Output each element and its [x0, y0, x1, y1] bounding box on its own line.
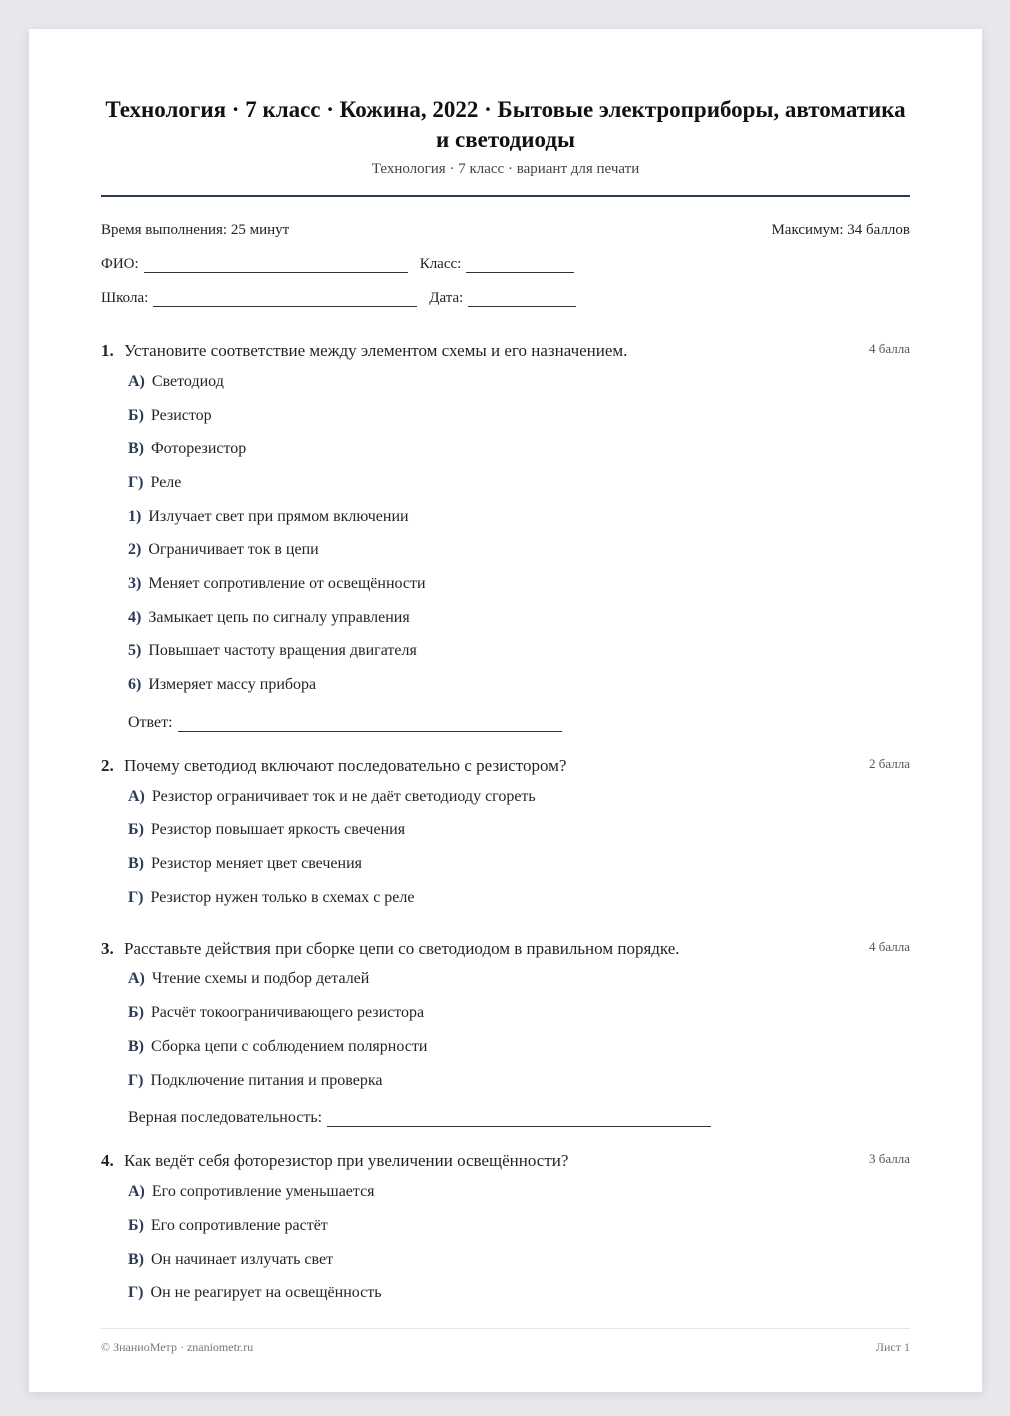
option-letter: Г) — [128, 1071, 144, 1089]
answer-label: Ответ: — [128, 713, 173, 731]
question-2 — [101, 756, 910, 915]
class-field[interactable] — [466, 258, 574, 273]
option-item — [128, 1175, 910, 1209]
question-number: 3. — [101, 938, 114, 958]
option-letter: Б) — [128, 1004, 144, 1022]
option-letter: 3) — [128, 574, 142, 592]
options-list — [128, 1175, 910, 1310]
option-item — [128, 635, 910, 669]
school-field[interactable] — [153, 292, 417, 307]
option-text: Резистор меняет цвет свечения — [151, 855, 363, 873]
option-text: Резистор ограничивает ток и не даёт светодиоду сгореть — [151, 787, 536, 805]
fio-field[interactable] — [144, 258, 408, 273]
footer-sheet-number: Лист 1 — [875, 1340, 910, 1354]
option-text: Чтение схемы и подбор деталей — [151, 970, 370, 988]
option-text: Меняет сопротивление от освещённости — [148, 574, 426, 592]
question-text: Расставьте действия при сборке цепи со светодиодом в правильном порядке. — [124, 938, 680, 958]
question-header — [101, 756, 910, 776]
page-content — [101, 29, 910, 1310]
time-limit: Время выполнения: 25 минут — [101, 222, 290, 238]
question-points: 4 балла — [869, 341, 910, 356]
option-letter: А) — [128, 1183, 145, 1201]
option-item — [128, 1030, 910, 1064]
option-text: Расчёт токоограничивающего резистора — [150, 1004, 425, 1022]
answer-label: Верная последовательность: — [128, 1109, 323, 1127]
option-letter: Б) — [128, 406, 144, 424]
option-text: Он начинает излучать свет — [151, 1250, 334, 1268]
option-item — [128, 1276, 910, 1310]
options-list — [128, 780, 910, 915]
option-item — [128, 567, 910, 601]
option-item — [128, 533, 910, 567]
question-header — [101, 341, 910, 361]
option-letter: А) — [128, 372, 145, 390]
question-1 — [101, 341, 910, 732]
option-item — [128, 365, 910, 399]
option-letter: В) — [128, 1037, 144, 1055]
question-header — [101, 1151, 910, 1171]
options-list — [128, 963, 910, 1098]
name-class-row — [101, 256, 910, 273]
option-text: Замыкает цепь по сигналу управления — [148, 608, 410, 626]
class-label: Класс: — [419, 256, 462, 272]
option-text: Светодиод — [151, 372, 224, 390]
question-3 — [101, 939, 910, 1128]
option-text: Сборка цепи с соблюдением полярности — [151, 1037, 428, 1055]
answer-field[interactable] — [327, 1112, 711, 1127]
option-item — [128, 996, 910, 1030]
question-points: 2 балла — [869, 755, 910, 771]
option-letter: Б) — [128, 821, 144, 839]
worksheet-page — [29, 29, 982, 1392]
question-number: 4. — [101, 1151, 114, 1171]
option-item — [128, 432, 910, 466]
option-text: Резистор — [150, 406, 212, 424]
page-footer — [101, 1328, 910, 1355]
option-text: Подключение питания и проверка — [150, 1071, 383, 1089]
question-number: 1. — [101, 341, 114, 360]
option-item — [128, 814, 910, 848]
questions-list — [101, 341, 910, 1310]
option-item — [128, 1243, 910, 1277]
school-date-row — [101, 290, 910, 307]
meta-row — [101, 222, 910, 239]
option-text: Фоторезистор — [151, 440, 247, 458]
max-score: Максимум: 34 баллов — [771, 222, 910, 238]
option-letter: В) — [128, 1250, 144, 1268]
option-text: Измеряет массу прибора — [148, 676, 317, 694]
option-item — [128, 601, 910, 635]
school-label: Школа: — [101, 290, 149, 306]
option-letter: 4) — [128, 608, 142, 626]
question-4 — [101, 1151, 910, 1310]
option-item — [128, 1064, 910, 1098]
answer-line — [128, 1097, 910, 1127]
option-letter: 6) — [128, 676, 142, 694]
date-label: Дата: — [429, 290, 464, 306]
question-header — [101, 939, 910, 959]
date-field[interactable] — [468, 292, 576, 307]
question-text: Установите соответствие между элементом схемы и его назначением. — [124, 341, 628, 360]
page-subtitle: Технология · 7 класс · вариант для печати — [371, 161, 640, 177]
option-item — [128, 780, 910, 814]
question-points: 3 балла — [869, 1151, 910, 1167]
option-letter: А) — [128, 787, 145, 805]
option-letter: Б) — [128, 1216, 144, 1234]
option-item — [128, 847, 910, 881]
option-letter: 1) — [128, 507, 142, 525]
option-item — [128, 963, 910, 997]
header-divider — [101, 195, 910, 197]
option-text: Его сопротивление уменьшается — [151, 1183, 375, 1201]
question-points: 4 балла — [869, 938, 910, 954]
option-letter: Г) — [128, 1284, 144, 1302]
question-text: Как ведёт себя фоторезистор при увеличении освещённости? — [124, 1151, 569, 1171]
option-letter: 2) — [128, 541, 142, 559]
option-letter: Г) — [128, 888, 144, 906]
footer-copyright: © ЗнаниоМетр · znaniometr.ru — [101, 1340, 254, 1354]
option-letter: Г) — [128, 473, 144, 491]
option-text: Его сопротивление растёт — [150, 1216, 328, 1234]
option-letter: А) — [128, 970, 145, 988]
option-text: Излучает свет при прямом включении — [148, 507, 409, 525]
option-item — [128, 1209, 910, 1243]
question-text: Почему светодиод включают последовательно с резистором? — [124, 755, 567, 775]
option-text: Резистор повышает яркость свечения — [150, 821, 406, 839]
option-text: Ограничивает ток в цепи — [148, 541, 319, 559]
answer-field[interactable] — [178, 717, 562, 732]
answer-line — [128, 702, 910, 732]
question-number: 2. — [101, 755, 114, 775]
option-item — [128, 399, 910, 433]
options-list — [128, 365, 910, 702]
option-text: Повышает частоту вращения двигателя — [148, 642, 417, 660]
option-letter: 5) — [128, 642, 142, 660]
option-item — [128, 668, 910, 702]
option-text: Резистор нужен только в схемах с реле — [150, 888, 415, 906]
option-item — [128, 500, 910, 534]
option-text: Он не реагирует на освещённость — [150, 1284, 382, 1302]
option-letter: В) — [128, 440, 144, 458]
option-item — [128, 881, 910, 915]
fio-label: ФИО: — [101, 256, 139, 272]
option-letter: В) — [128, 855, 144, 873]
option-item — [128, 466, 910, 500]
page-title: Технология · 7 класс · Кожина, 2022 · Бытовые электроприборы, автоматика и светодиоды — [105, 97, 906, 152]
option-text: Реле — [150, 473, 182, 491]
